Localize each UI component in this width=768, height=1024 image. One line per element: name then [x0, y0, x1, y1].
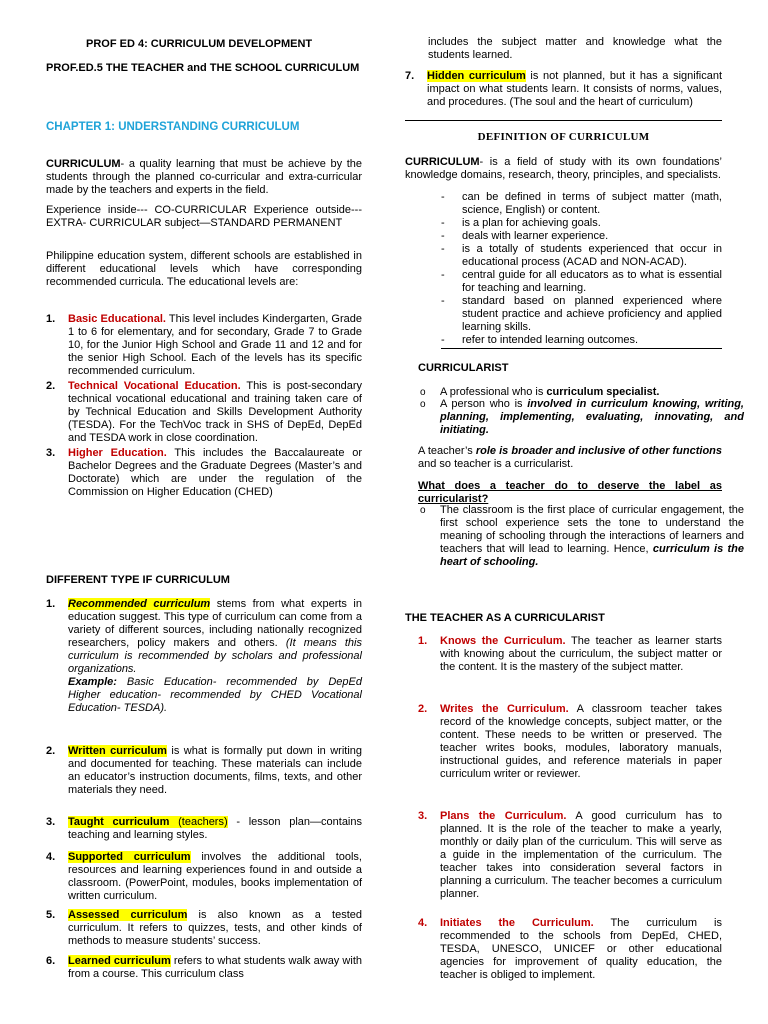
- item-text: is not planned, but it has a significant impact on what students learn. It consists of norms, values, and procedures. (The soul and the heart of curriculum): [427, 70, 722, 108]
- item-text: The classroom is the first place of curricular engagement, the first school experience sets the tone to understand the meaning of schooling through the interactions of learners and teachers that will lead to learning. Hence,: [440, 504, 744, 555]
- item-text: A person who is: [440, 398, 528, 410]
- item-number: 5.: [46, 909, 56, 921]
- list-item: - can be defined in terms of subject matter (math, science, English) or content.: [441, 191, 722, 216]
- item-bold-italic: curriculum is the heart of schooling.: [440, 543, 744, 568]
- continued-text: includes the subject matter and knowledge what the students learned.: [428, 36, 722, 61]
- item-text: stems from what experts in education suggest. This type of curriculum can come from a variety of different sources, including nationally recognized researchers, policy makers and others.: [68, 598, 362, 649]
- item-number: 4.: [418, 917, 428, 929]
- list-item: [46, 816, 362, 842]
- item-text: is what is formally put down in writing and documented for teaching. These materials can include an educator’s instruction documents, films, texts, and other materials they need.: [68, 745, 362, 796]
- item-label: Knows the Curriculum.: [440, 635, 566, 647]
- item-number: 1.: [46, 598, 56, 610]
- item-label: Writes the Curriculum.: [440, 703, 569, 715]
- item-text: - lesson plan—contains teaching and learning styles.: [68, 816, 362, 841]
- item-label: Taught curriculum: [68, 816, 170, 828]
- item-text: refers to what students walk away with from a course. This curriculum class: [68, 955, 362, 980]
- item-number: 4.: [46, 851, 56, 863]
- item-number: 3.: [46, 816, 56, 828]
- item-bold: curriculum specialist.: [546, 386, 660, 398]
- item-text: central guide for all educators as to what is essential for teaching and learning.: [462, 269, 722, 294]
- item-text: A classroom teacher takes record of the knowledge concepts, subject matter, or the content. These needs to be written or preserved. The teacher writes books, modules, laboratory manuals, instructional guides, and reference materials in paper curriculum writer or reviewer.: [440, 703, 723, 780]
- example-text: Basic Education- recommended by DepEd Higher education- recommended by CHED Vocational Education- TESDA).: [68, 676, 362, 714]
- item-text: deals with learner experience.: [462, 230, 609, 242]
- item-number: 2.: [418, 703, 428, 715]
- item-text: standard based on planned experienced where student practice and achieve proficiency and applied learning skills.: [462, 295, 722, 333]
- item-text: is a totally of students experienced that occur in educational process (ACAD and NON-ACAD).: [462, 243, 722, 268]
- item-label: Technical Vocational Education.: [68, 380, 241, 392]
- item-text: A good curriculum has to planned. It is the role of the teacher to make a yearly, monthly or daily plan of the curriculum. This will serve as a guide in the implementation of the curriculum. The teacher takes into consideration several factors in planning a curriculum. The teacher becomes a curriculum planner.: [440, 810, 723, 900]
- list-item: [418, 703, 722, 781]
- list-item: - is a totally of students experienced that occur in educational process (ACAD and NON-ACAD).: [441, 243, 722, 268]
- list-item: o The classroom is the first place of curricular engagement, the first school experience sets the tone to understand the meaning of schooling through the interactions of learners and teachers that will lead to learning. Hence, curriculum is the heart of schooling.: [420, 504, 744, 568]
- list-item: o A person who is involved in curriculum knowing, writing, planning, implementing, evaluating, innovating, and initiating.: [420, 398, 744, 436]
- item-text: The curriculum is recommended to the schools from DepEd, CHED, TESDA, UNESCO, UNICEF or other educational agencies for improvement of quality education, the teacher is obliged to implement.: [440, 917, 722, 981]
- curriculum-def-text: - is a field of study with its own foundations’ knowledge domains, research, theory, principles, and specialists.: [405, 156, 722, 181]
- list-item: [46, 745, 362, 797]
- item-text: A professional who is: [440, 386, 547, 398]
- item-label: Plans the Curriculum.: [440, 810, 567, 822]
- types-heading: DIFFERENT TYPE IF CURRICULUM: [46, 574, 230, 586]
- item-text: is a plan for achieving goals.: [462, 217, 601, 229]
- item-number: 2.: [46, 380, 56, 392]
- list-item: - deals with learner experience.: [441, 230, 609, 242]
- profed5-title: PROF.ED.5 THE TEACHER and THE SCHOOL CURRICULUM: [46, 62, 360, 74]
- item-label: Recommended curriculum: [68, 598, 211, 610]
- ph-system-text: Philippine education system, different schools are established in different educational levels which have corresponding recommended curricula. The educational levels are:: [46, 250, 362, 288]
- item-number: 7.: [405, 70, 415, 82]
- curriculum-definition: [46, 158, 362, 197]
- list-item: [46, 380, 362, 445]
- teacher-heading: THE TEACHER AS A CURRICULARIST: [405, 612, 605, 624]
- item-number: 2.: [46, 745, 56, 757]
- list-item: [46, 955, 362, 981]
- list-item: [405, 70, 722, 109]
- teacher-role-text: A teacher’s role is broader and inclusive of other functions and so teacher is a curricularist.: [418, 445, 722, 470]
- item-italic: (It means this curriculum is recommended by scholars and professional organizations.: [68, 637, 362, 675]
- list-item: [46, 909, 362, 948]
- item-label: Basic Educational.: [68, 313, 166, 325]
- list-item: [46, 447, 362, 499]
- item-label: Higher Education.: [68, 447, 167, 459]
- item-text: is also known as a tested curriculum. It refers to quizzes, tests, and other kinds of methods to measure students’ success.: [68, 909, 362, 947]
- list-item: o A professional who is curriculum specialist.: [420, 386, 660, 398]
- list-item: [418, 917, 722, 982]
- item-number: 6.: [46, 955, 56, 967]
- item-text: refer to intended learning outcomes.: [462, 334, 639, 346]
- chapter-title: CHAPTER 1: UNDERSTANDING CURRICULUM: [46, 121, 300, 133]
- item-text: involves the additional tools, resources and learning experiences found in and outside a classroom. (PowerPoint, modules, books implementation of written curriculum.: [68, 851, 362, 902]
- list-item: - standard based on planned experienced where student practice and achieve proficiency and applied learning skills.: [441, 295, 722, 333]
- item-text: can be defined in terms of subject matter (math, science, English) or content.: [462, 191, 722, 216]
- example-label: Example:: [68, 676, 117, 688]
- experience-text: Experience inside--- CO-CURRICULAR Experience outside--- EXTRA- CURRICULAR subject—STANDARD PERMANENT: [46, 204, 362, 229]
- item-label: Assessed curriculum: [68, 909, 188, 921]
- item-number: 3.: [418, 810, 428, 822]
- list-item: - is a plan for achieving goals.: [441, 217, 601, 229]
- curriculum-term: CURRICULUM: [46, 158, 121, 170]
- list-item: [418, 635, 722, 674]
- item-text: This level includes Kindergarten, Grade 1 to 6 for elementary, and for secondary, Grade 7 to Grade 10, for the Junior High School and Grade 11 and 12 and for the senior High School. Each of the levels has its specific recommended curriculum.: [68, 313, 362, 377]
- list-item: - refer to intended learning outcomes.: [441, 334, 639, 346]
- list-item: [418, 810, 722, 901]
- item-text: The teacher as learner starts with knowing about the curriculum, the subject matter or the content. It is the mastery of the subject matter.: [440, 635, 722, 673]
- item-label: Learned curriculum: [68, 955, 171, 967]
- list-item: - central guide for all educators as to what is essential for teaching and learning.: [441, 269, 722, 294]
- divider: [405, 120, 722, 121]
- item-text: This is post-secondary technical vocational educational and training taken care of by Technical Education and Skills Development Authority (TESDA). For the TechVoc track in SHS of DepEd, DepEd and TESDA work in close coordination.: [68, 380, 362, 444]
- levels-list: [46, 313, 362, 499]
- curriculum-term: CURRICULUM: [405, 156, 480, 168]
- list-item: [46, 851, 362, 903]
- list-item: [46, 598, 362, 715]
- item-label-extra: (teachers): [169, 816, 228, 828]
- item-label: Supported curriculum: [68, 851, 191, 863]
- item-bold-italic: involved in curriculum knowing, writing, planning, implementing, evaluating, innovating, and initiating.: [440, 398, 744, 436]
- question-text: What does a teacher do to deserve the label as curricularist?: [418, 480, 722, 505]
- item-number: 1.: [418, 635, 428, 647]
- definition-list: [405, 191, 722, 347]
- item-number: 1.: [46, 313, 56, 325]
- curriculum-def-text: - a quality learning that must be achieve by the students through the planned co-curricular and extra-curricular made by the teachers and experts in the field.: [46, 158, 362, 196]
- definition-heading: DEFINITION OF CURRICULUM: [477, 131, 650, 143]
- item-number: 3.: [46, 447, 56, 459]
- item-label: Initiates the Curriculum.: [440, 917, 594, 929]
- list-item: [46, 313, 362, 378]
- item-text: This includes the Baccalaureate or Bachelor Degrees and the Graduate Degrees (Master’s and Doctorate) which are under the regulation of the Commission on Higher Education (CHED): [68, 447, 362, 498]
- item-label: Hidden curriculum: [427, 70, 526, 82]
- curriculum-definition-2: [405, 156, 722, 182]
- divider: [441, 348, 722, 349]
- item-label: Written curriculum: [68, 745, 167, 757]
- curricularist-heading: CURRICULARIST: [418, 362, 509, 374]
- course-title: PROF ED 4: CURRICULUM DEVELOPMENT: [86, 38, 313, 50]
